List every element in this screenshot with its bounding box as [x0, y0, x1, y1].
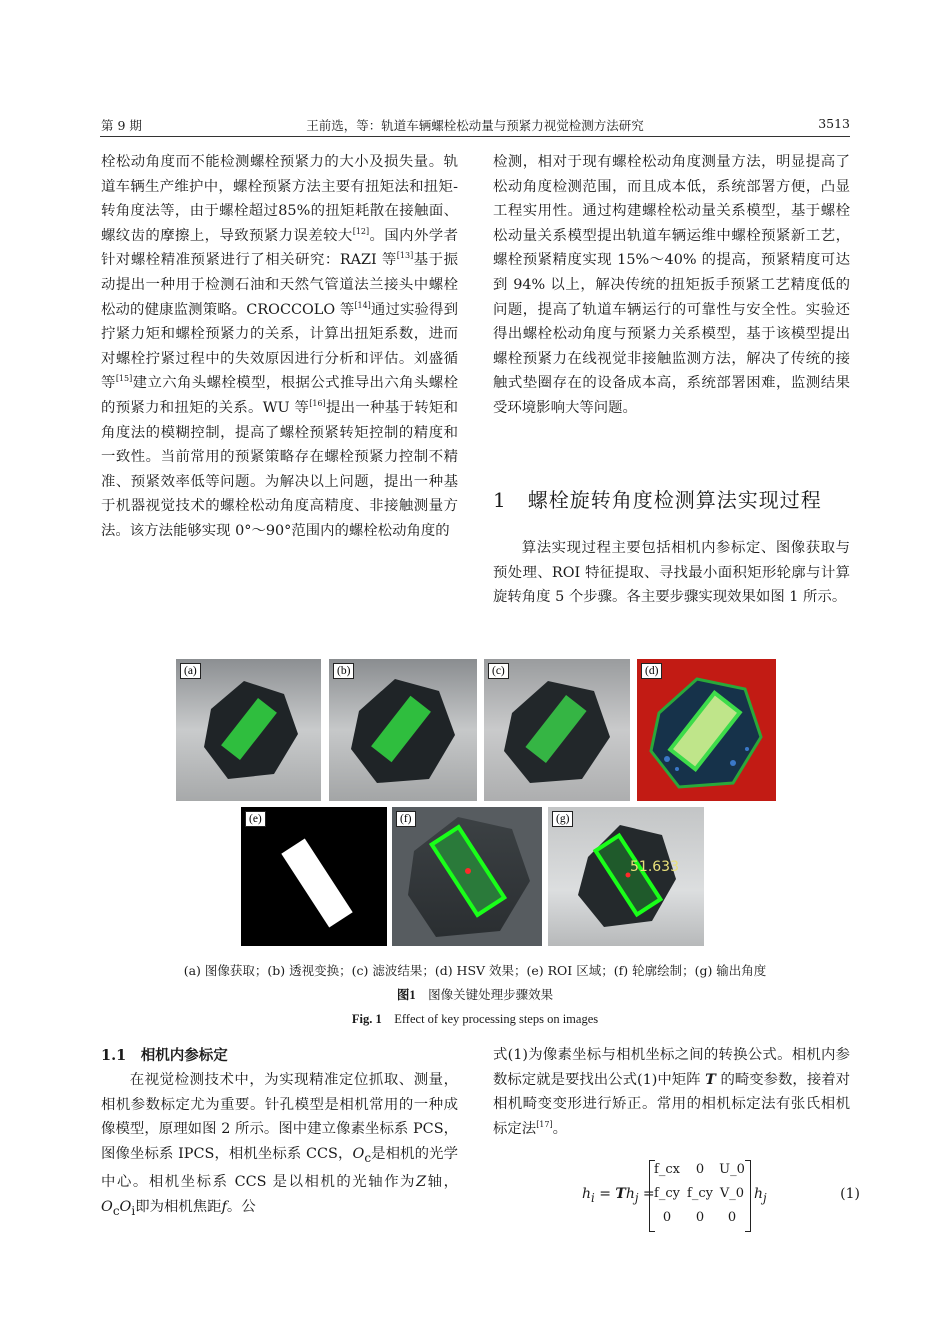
panel-label-d: (d) — [641, 663, 662, 679]
panel-label-a: (a) — [180, 663, 201, 679]
figure-subcaption: (a) 图像获取；(b) 透视变换；(c) 滤波结果；(d) HSV 效果；(e) ROI 区域；(f) 轮廓绘制；(g) 输出角度 — [183, 963, 767, 978]
contour-image — [392, 807, 542, 946]
roi-mask-image — [241, 807, 387, 946]
issue-number: 第 9 期 — [101, 118, 142, 133]
panel-label-f: (f) — [396, 811, 416, 827]
matrix-cell: f_cy — [687, 1186, 713, 1201]
subsection-right-text: 式(1)为像素坐标与相机坐标之间的转换公式。相机内参数标定就是要找出公式(1)中矩阵 T 的畸变参数，接着对相机畸变变形进行矫正。常用的相机标定法有张氏相机标定法[17]。 — [493, 1047, 851, 1137]
equation-number: (1) — [840, 1186, 860, 1202]
running-title: 王前选，等：轨道车辆螺栓松动量与预紧力视觉检测方法研究 — [306, 118, 644, 133]
figure-panel-e — [241, 807, 387, 946]
figure-panel-g — [548, 807, 704, 946]
matrix-cell: 0 — [662, 1210, 672, 1225]
panel-label-g: (g) — [552, 811, 573, 827]
citation-16: [16] — [309, 399, 326, 409]
figure-caption-en: Fig. 1 Effect of key processing steps on images — [351, 1012, 599, 1026]
citation-12: [12] — [352, 226, 370, 236]
matrix-cell: f_cx — [654, 1162, 680, 1177]
bolt-image — [329, 659, 477, 801]
citation-14: [14] — [354, 300, 371, 310]
panel-label-e: (e) — [245, 811, 266, 827]
right-column-text: 检测，相对于现有螺栓松动角度测量方法，明显提高了松动角度检测范围，而且成本低，系统部署方便，凸显工程实用性。通过构建螺栓松动量关系模型，基于螺栓松动量关系模型提出轨道车辆运维中螺栓预紧新工艺，螺栓预紧精度实现 15%～40% 的提高，预紧精度可达到 94% 以上，解决传统的扭矩扳手预紧工艺精度低的问题，提高了轨道车辆运行的可靠性与安全性。实验还得出螺栓松动角度与预紧力关系模型，基于该模型提出螺栓预紧力在线视觉非接触监测方法，解决了传统的接触式垫圈存在的设备成本高，系统部署困难，监测结果受环境影响大等问题。 — [493, 154, 850, 416]
left-column-text: 栓松动角度而不能检测螺栓预紧力的大小及损失量。轨道车辆生产维护中，螺栓预紧方法主要有扭矩法和扭矩-转角度法等，由于螺栓超过85%的扭矩耗散在接触面、螺纹齿的摩擦上，导致预紧力误差较大[12]。国内外学者针对螺栓精准预紧进行了相关研究：RAZI 等[13]基于振动提出一种用于检测石油和天然气管道法兰接头中螺栓松动的健康监测策略。CROCCOLO 等[14]通过实验得到拧紧力矩和螺栓预紧力的关系，计算出扭矩系数，进而对螺栓拧紧过程中的失效原因进行分析和评估。刘盛循等[15]建立六角头螺栓模型，根据公式推导出六角头螺栓的预紧力和扭矩的关系。WU 等[16]提出一种基于转矩和角度法的模糊控制，提高了螺栓预紧转矩控制的精度和一致性。当前常用的预紧策略存在螺栓预紧力控制不精准、预紧效率低等问题。为解决以上问题，提出一种基于机器视觉技术的螺栓松动角度高精度、非接触测量方法。该方法能够实现 0°～90°范围内的螺栓松动角度的 — [101, 154, 458, 539]
citation-17: [17] — [536, 1119, 553, 1129]
header-rule — [100, 136, 850, 137]
figure-panel-b — [329, 659, 477, 801]
matrix-cell: f_cy — [654, 1186, 680, 1201]
matrix-cell: U_0 — [719, 1162, 745, 1177]
figure-panel-d — [637, 659, 776, 801]
figure-caption-cn: 图1 图像关键处理步骤效果 — [396, 987, 554, 1002]
figure-panel-c — [484, 659, 630, 801]
bolt-image — [176, 659, 321, 801]
citation-13: [13] — [396, 251, 414, 261]
figure-panel-f — [392, 807, 542, 946]
section-intro-text: 算法实现过程主要包括相机内参标定、图像获取与预处理、ROI 特征提取、寻找最小面积矩形轮廓与计算旋转角度 5 个步骤。各主要步骤实现效果如图 1 所示。 — [493, 540, 850, 606]
panel-label-b: (b) — [333, 663, 354, 679]
matrix-cell: V_0 — [719, 1186, 745, 1201]
section-title: 1 螺栓旋转角度检测算法实现过程 — [493, 488, 822, 512]
page-number: 3513 — [818, 116, 850, 131]
angle-readout: 51.633 — [630, 859, 679, 875]
equation-lhs: $h_i = Th_j$ = — [582, 1186, 655, 1205]
figure-panel-a — [176, 659, 321, 801]
matrix-cell: 0 — [695, 1162, 705, 1177]
hsv-image — [637, 659, 776, 801]
matrix-cell: 0 — [695, 1210, 705, 1225]
bolt-image — [484, 659, 630, 801]
subsection-title: 1.1 相机内参标定 — [101, 1047, 228, 1064]
matrix-cell: 0 — [727, 1210, 737, 1225]
equation-1 — [560, 1160, 860, 1232]
subsection-left-text: 在视觉检测技术中，为实现精准定位抓取、测量，相机参数标定尤为重要。针孔模型是相机常用的一种成像模型，原理如图 2 所示。图中建立像素坐标系 PCS，图像坐标系 IPCS，相机坐标系 CCS，$O_c$是相机的光学中心。相机坐标系 CCS 是以相机的光轴作为Z轴，$O_cO_i$即为相机焦距f。公 — [101, 1072, 458, 1218]
equation-rhs: $h_j$ — [754, 1186, 767, 1205]
panel-label-c: (c) — [488, 663, 509, 679]
angle-output-image — [548, 807, 704, 946]
intrinsic-matrix — [649, 1160, 751, 1232]
citation-15: [15] — [115, 374, 133, 384]
